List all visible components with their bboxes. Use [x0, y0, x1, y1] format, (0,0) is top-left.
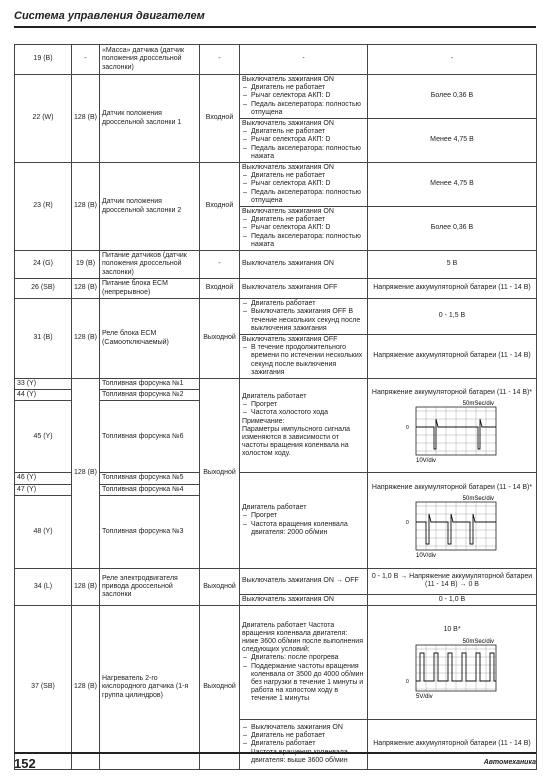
oscillogram-volt-scale: 10V/div [416, 457, 437, 463]
condition-line: Выключатель зажигания OFF [242, 336, 338, 344]
condition-item: – В течение продолжительного времени по истечении нескольких секунд после выключения зажигания [251, 344, 365, 377]
description-cell: Питание датчиков (датчик положения дроссельной заслонки) [100, 251, 200, 279]
oscillogram-volt-scale: 5V/div [416, 693, 433, 699]
description-cell: Реле блока ECM (Самоотключаемый) [100, 299, 200, 379]
condition-item: – Педаль акселератора: полностью отпущена [251, 189, 365, 205]
terminal-cell: 37 (SB) [15, 606, 72, 770]
condition-item: – Частота вращения коленвала двигателя: выше 3600 об/мин [251, 749, 365, 765]
condition-item: – Педаль акселератора: полностью нажата [251, 233, 365, 249]
value-cell: 0 - 1,5 В [368, 299, 537, 335]
value-text: Напряжение аккумуляторной батареи (11 - 14 В)* [371, 483, 533, 491]
condition-item: – Рычаг селектора АКП: D [251, 224, 365, 232]
description-cell: Датчик положения дроссельной заслонки 2 [100, 163, 200, 251]
condition-item: – Двигатель не работает [251, 172, 365, 180]
value-cell [368, 606, 537, 720]
condition-line: Двигатель работает Частота вращения коленвала двигателя: ниже 3600 об/мин после выполнения следующих условий: [242, 621, 363, 654]
condition-item: – Двигатель не работает [251, 84, 365, 92]
condition-item: – Рычаг селектора АКП: D [251, 92, 365, 100]
description-cell: «Масса» датчика (датчик положения дроссельной заслонки) [100, 45, 200, 75]
signal-type-cell: - [200, 45, 240, 75]
condition-item: – Рычаг селектора АКП: D [251, 136, 365, 144]
value-cell: 0 - 1,0 В [368, 594, 537, 605]
condition-item: – Двигатель работает [251, 300, 365, 308]
page-footer [14, 752, 536, 772]
value-cell: Более 0,36 В [368, 75, 537, 119]
value-cell: Напряжение аккумуляторной батареи (11 - 14 В) [368, 720, 537, 770]
wire-cell: - [72, 45, 100, 75]
signal-type-cell: - [200, 251, 240, 279]
oscillogram-time-scale: 50mSec/div [462, 495, 494, 502]
terminal-cell: 19 (B) [15, 45, 72, 75]
description-cell: Топливная форсунка №3 [100, 495, 200, 568]
signal-type-cell: Выходной [200, 299, 240, 379]
oscillogram-volt-scale: 10V/div [416, 552, 437, 558]
publisher-logo: Автомеханика [483, 759, 536, 766]
condition-line: Выключатель зажигания ON [242, 164, 334, 172]
terminal-cell: 22 (W) [15, 75, 72, 163]
oscillogram-time-scale: 50mSec/div [462, 400, 494, 407]
condition-item: – Педаль акселератора: полностью отпущена [251, 101, 365, 117]
table-row [15, 75, 537, 119]
condition-cell: Выключатель зажигания ON [240, 251, 368, 279]
value-cell: 0 - 1,0 В → Напряжение аккумуляторной батареи (11 - 14 В) → 0 В [368, 568, 537, 594]
oscillogram-injector-idle [404, 399, 500, 463]
ground-marker: 0 [406, 424, 409, 431]
value-cell: Более 0,36 В [368, 207, 537, 251]
condition-cell [240, 379, 368, 473]
table-row [15, 299, 537, 335]
condition-cell [240, 119, 368, 163]
value-cell [368, 473, 537, 568]
condition-item: – Выключатель зажигания ON [251, 724, 365, 732]
description-cell: Питание блока ECM (непрерывное) [100, 279, 200, 299]
condition-line: Выключатель зажигания ON [242, 76, 334, 83]
terminal-cell: 31 (B) [15, 299, 72, 379]
ground-marker: 0 [406, 519, 409, 526]
table-row [15, 606, 537, 720]
signal-type-cell: Входной [200, 279, 240, 299]
value-cell [368, 379, 537, 473]
wire-cell: 128 (B) [72, 606, 100, 770]
condition-item: – Выключатель зажигания OFF В течение нескольких секунд после выключения зажигания [251, 308, 365, 333]
description-cell: Топливная форсунка №1 [100, 379, 200, 390]
value-text: 10 В* [443, 626, 461, 634]
wire-cell: 128 (B) [72, 75, 100, 163]
description-cell: Топливная форсунка №6 [100, 401, 200, 473]
condition-line: Выключатель зажигания ON [242, 208, 334, 216]
terminal-cell: 33 (Y) [15, 379, 72, 390]
condition-cell [240, 606, 368, 720]
terminal-cell: 44 (Y) [15, 390, 72, 401]
page-header [14, 8, 536, 28]
description-cell: Нагреватель 2-го кислородного датчика (1-я группа цилиндров) [100, 606, 200, 770]
signal-type-cell: Выходной [200, 606, 240, 770]
table-row [15, 251, 537, 279]
note-label: Примечание: [242, 417, 285, 425]
condition-item: – Прогрет [251, 401, 365, 409]
value-cell: Менее 4,75 В [368, 119, 537, 163]
table-row [15, 163, 537, 207]
condition-item: – Двигатель не работает [251, 128, 365, 136]
terminal-cell: 48 (Y) [15, 495, 72, 568]
table-row [15, 279, 537, 299]
condition-cell [240, 299, 368, 335]
terminal-cell: 47 (Y) [15, 484, 72, 495]
condition-cell [240, 473, 368, 568]
condition-line: Двигатель работает [242, 504, 307, 512]
condition-cell: Выключатель зажигания ON → OFF [240, 568, 368, 594]
condition-cell: - [240, 45, 368, 75]
page-number: 152 [14, 756, 36, 771]
terminal-cell: 46 (Y) [15, 473, 72, 484]
condition-cell [240, 75, 368, 119]
table-row [15, 45, 537, 75]
value-cell: Напряжение аккумуляторной батареи (11 - 14 В) [368, 279, 537, 299]
signal-type-cell: Выходной [200, 379, 240, 569]
condition-line: Выключатель зажигания ON [242, 120, 334, 128]
signal-type-cell: Входной [200, 163, 240, 251]
description-cell: Топливная форсунка №2 [100, 390, 200, 401]
condition-item: – Частота холостого хода [251, 409, 365, 417]
description-cell: Реле электродвигателя привода дроссельной заслонки [100, 568, 200, 605]
ground-marker: 0 [406, 678, 409, 685]
condition-cell [240, 207, 368, 251]
condition-item: – Двигатель: после прогрева [251, 654, 365, 662]
condition-item: – Двигатель не работает [251, 216, 365, 224]
oscillogram-injector-2000rpm [404, 494, 500, 558]
condition-item: – Двигатель работает [251, 740, 365, 748]
signal-type-cell: Входной [200, 75, 240, 163]
table-row [15, 379, 537, 390]
value-cell: 5 В [368, 251, 537, 279]
wire-cell: 128 (B) [72, 279, 100, 299]
wire-cell: 128 (B) [72, 379, 100, 569]
condition-item: – Поддержание частоты вращения коленвала от 3500 до 4000 об/мин без нагрузки в течение 1 минуты и работа на холостом ходу в течение 1 минуты [251, 663, 365, 704]
terminal-cell: 23 (R) [15, 163, 72, 251]
wire-cell: 128 (B) [72, 568, 100, 605]
oscillogram-o2-heater [404, 637, 500, 699]
terminal-cell: 26 (SB) [15, 279, 72, 299]
oscillogram-time-scale: 50mSec/div [462, 638, 494, 645]
terminal-cell: 24 (G) [15, 251, 72, 279]
condition-cell: Выключатель зажигания ON [240, 594, 368, 605]
value-cell: Напряжение аккумуляторной батареи (11 - 14 В) [368, 335, 537, 379]
wire-cell: 19 (B) [72, 251, 100, 279]
description-cell: Топливная форсунка №4 [100, 484, 200, 495]
terminal-table [14, 44, 537, 770]
condition-item: – Педаль акселератора: полностью нажата [251, 145, 365, 161]
condition-cell [240, 335, 368, 379]
signal-type-cell: Выходной [200, 568, 240, 605]
condition-item: – Частота вращения коленвала двигателя: 2000 об/мин [251, 521, 365, 537]
terminal-cell: 45 (Y) [15, 401, 72, 473]
condition-line: Двигатель работает [242, 392, 307, 400]
page-title: Система управления двигателем [14, 10, 205, 22]
value-text: Напряжение аккумуляторной батареи (11 - 14 В)* [371, 388, 533, 396]
condition-cell [240, 163, 368, 207]
table-row [15, 568, 537, 594]
note-text: Параметры импульсного сигнала изменяются в зависимости от частоты вращения коленвала на холостом ходу. [242, 425, 351, 458]
value-cell: Менее 4,75 В [368, 163, 537, 207]
value-cell: - [368, 45, 537, 75]
wire-cell: 128 (B) [72, 299, 100, 379]
condition-cell: Выключатель зажигания OFF [240, 279, 368, 299]
description-cell: Датчик положения дроссельной заслонки 1 [100, 75, 200, 163]
condition-item: – Прогрет [251, 512, 365, 520]
condition-item: – Рычаг селектора АКП: D [251, 180, 365, 188]
condition-item: – Двигатель не работает [251, 732, 365, 740]
wire-cell: 128 (B) [72, 163, 100, 251]
description-cell: Топливная форсунка №5 [100, 473, 200, 484]
terminal-cell: 34 (L) [15, 568, 72, 605]
